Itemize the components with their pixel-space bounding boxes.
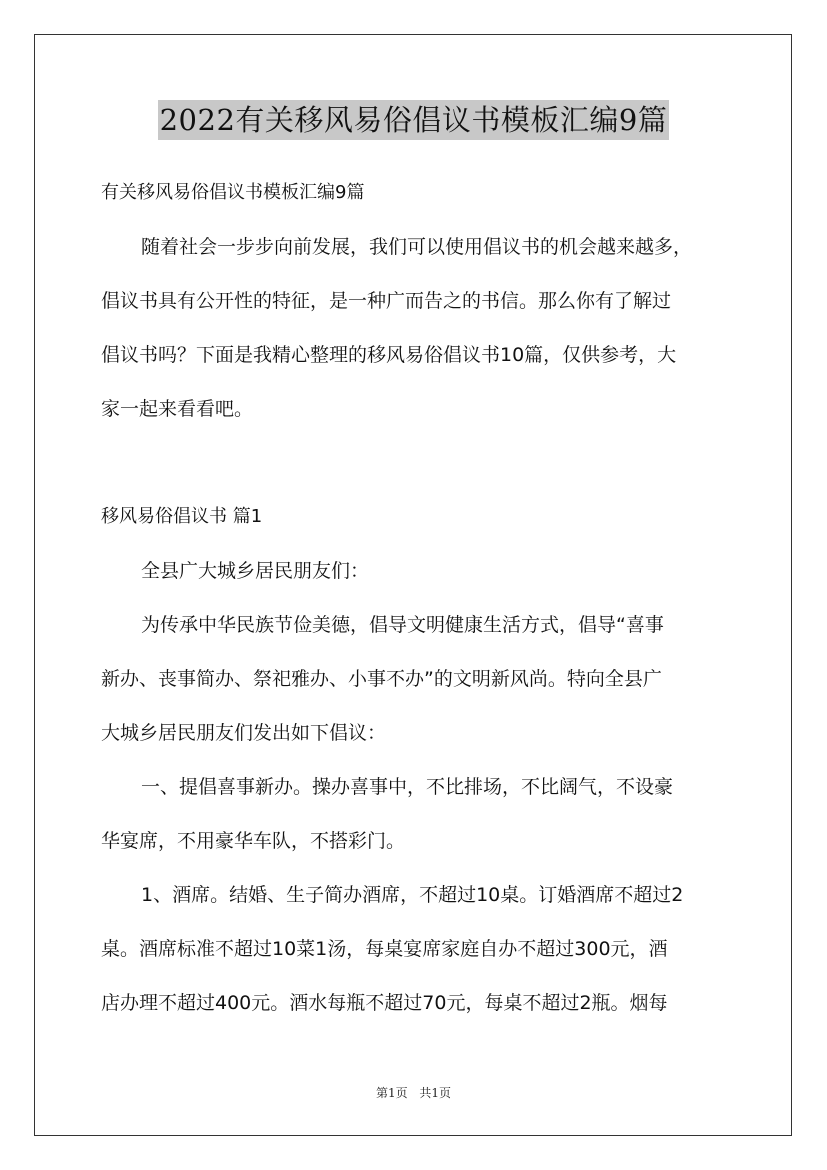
document-title: 2022有关移风易俗倡议书模板汇编9篇 (158, 100, 670, 140)
page-total: 共1页 (419, 1086, 452, 1100)
paragraph-line: 一、提倡喜事新办。操办喜事中，不比排场，不比阔气，不设豪 (141, 776, 674, 798)
subtitle-line: 有关移风易俗倡议书模板汇编9篇 (101, 182, 365, 203)
paragraph-line: 店办理不超过400元。酒水每瓶不超过70元，每桌不超过2瓶。烟每 (101, 992, 668, 1014)
section-heading: 移风易俗倡议书 篇1 (101, 506, 263, 527)
title-wrap (0, 100, 827, 140)
page-footer (0, 1084, 827, 1101)
page-number: 第1页 (375, 1086, 408, 1100)
paragraph-line: 华宴席，不用豪华车队，不搭彩门。 (101, 830, 406, 852)
paragraph-line: 桌。酒席标准不超过10菜1汤，每桌宴席家庭自办不超过300元，酒 (101, 938, 668, 960)
paragraph-line: 新办、丧事简办、祭祀雅办、小事不办”的文明新风尚。特向全县广 (101, 668, 662, 690)
paragraph-line: 家一起来看看吧。 (101, 398, 254, 420)
paragraph-line: 倡议书具有公开性的特征，是一种广而告之的书信。那么你有了解过 (101, 290, 672, 312)
paragraph-line: 大城乡居民朋友们发出如下倡议： (101, 722, 387, 744)
paragraph-line: 全县广大城乡居民朋友们： (141, 560, 370, 582)
paragraph-line: 为传承中华民族节俭美德，倡导文明健康生活方式，倡导“喜事 (141, 614, 664, 636)
paragraph-line: 倡议书吗？下面是我精心整理的移风易俗倡议书10篇，仅供参考，大 (101, 344, 677, 366)
paragraph-line: 随着社会一步步向前发展，我们可以使用倡议书的机会越来越多， (141, 236, 693, 258)
paragraph-line: 1、酒席。结婚、生子简办酒席，不超过10桌。订婚酒席不超过2 (141, 884, 684, 906)
